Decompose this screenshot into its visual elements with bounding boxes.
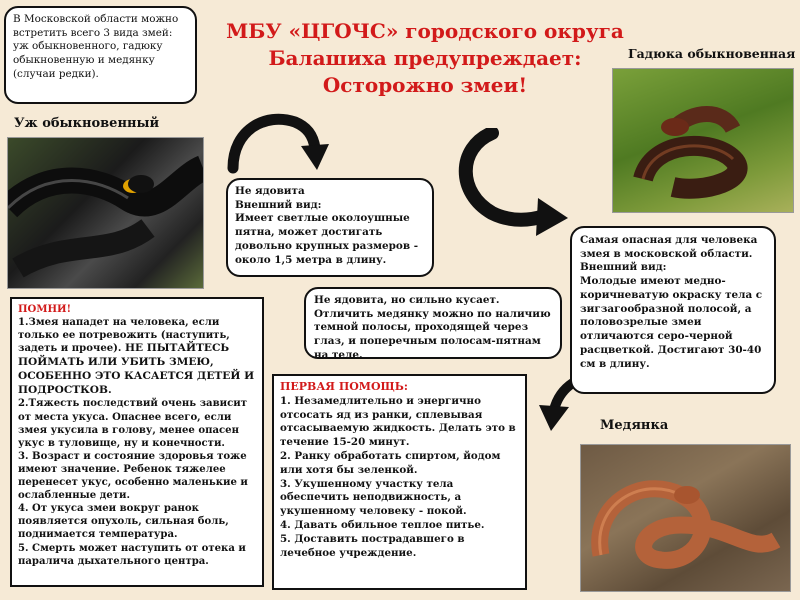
viper-desc-3: Молодые имеют медно-коричневатую окраску тела с зигзагообразной полосой, а половозрелые змеи отличаются серо-черной расцветкой. Достигают 30-40 см в длину.	[580, 275, 763, 370]
intro-box	[4, 6, 197, 104]
title-line-3: Осторожно змеи!	[322, 73, 528, 97]
remember-point-1-text: 1.Змея нападет на человека, если только ее потревожить (наступить, задеть и прочее).	[18, 317, 230, 355]
copper-snake-description	[304, 287, 562, 359]
remember-point-1-warning: НЕ ПЫТАЙТЕСЬ ПОЙМАТЬ ИЛИ УБИТЬ ЗМЕЮ, ОСОБЕННО ЭТО КАСАЕТСЯ ДЕТЕЙ И ПОДРОСТКОВ.	[18, 342, 255, 396]
viper-desc-2: Внешний вид:	[580, 261, 667, 274]
viper-caption: Гадюка обыкновенная	[628, 46, 796, 61]
grass-snake-description	[226, 178, 434, 277]
curved-arrow-icon	[225, 100, 335, 175]
grass-snake-desc-3: Имеет светлые околоушные пятна, может достигать довольно крупных размеров - около 1,5 метра в длину.	[235, 212, 419, 266]
first-aid-box	[272, 374, 527, 590]
grass-snake-desc-2: Внешний вид:	[235, 198, 322, 211]
copper-snake-desc-1: Не ядовита, но сильно кусает.	[314, 294, 500, 306]
remember-heading: ПОМНИ!	[18, 304, 72, 315]
first-aid-item: 5. Доставить пострадавшего в лечебное учреждение.	[280, 532, 465, 559]
viper-image	[613, 69, 793, 212]
first-aid-list	[280, 395, 519, 561]
remember-point-3: 3. Возраст и состояние здоровья тоже имеют значение. Ребенок тяжелее перенесет укус, особенно маленькие и ослабленные дети.	[18, 450, 248, 502]
remember-point-2: 2.Тяжесть последствий очень зависит от места укуса. Опаснее всего, если змея укусила в голову, менее опасен укус в туловище, ну и конечности.	[18, 398, 247, 449]
first-aid-item: 4. Давать обильное теплое питье.	[280, 518, 485, 531]
grass-snake-desc-1: Не ядовита	[235, 185, 305, 197]
viper-desc-1: Самая опасная для человека змея в московской области.	[580, 234, 758, 260]
first-aid-item: 3. Укушенному участку тела обеспечить неподвижность, а укушенному человеку - покой.	[280, 477, 467, 518]
remember-point-1	[18, 316, 256, 397]
copper-snake-photo	[580, 444, 791, 592]
grass-snake-caption: Уж обыкновенный	[14, 116, 160, 131]
viper-photo	[612, 68, 794, 213]
viper-description	[570, 226, 776, 394]
title-line-1: МБУ «ЦГОЧС» городского округа	[226, 19, 624, 43]
remember-box	[10, 297, 264, 587]
remember-point-5: 5. Смерть может наступить от отека и паралича дыхательного центра.	[18, 542, 246, 567]
page-title	[210, 18, 640, 99]
remember-point-4: 4. От укуса змеи вокруг ранок появляется опухоль, сильная боль, поднимается температура.	[18, 503, 229, 541]
grass-snake-photo	[7, 137, 204, 289]
intro-text: В Московской области можно встретить всего 3 вида змей: уж обыкновенного, гадюку обыкновенную и медянку (случаи редки).	[13, 13, 179, 80]
copper-snake-desc-2: Отличить медянку можно по наличию темной полосы, проходящей через глаз, и поперечным полосам-пятнам на теле.	[314, 307, 551, 361]
curved-arrow-icon	[452, 128, 572, 238]
first-aid-heading: ПЕРВАЯ ПОМОЩЬ:	[280, 380, 408, 393]
first-aid-item: 1. Незамедлительно и энергично отсосать яд из ранки, сплевывая отсасываемую жидкость. Делать это в течение 15-20 минут.	[280, 394, 516, 449]
copper-snake-image	[581, 445, 790, 591]
title-line-2: Балашиха предупреждает:	[268, 46, 582, 70]
grass-snake-image	[8, 138, 203, 288]
first-aid-item: 2. Ранку обработать спиртом, йодом или хотя бы зеленкой.	[280, 449, 501, 476]
copper-snake-caption: Медянка	[600, 418, 669, 433]
